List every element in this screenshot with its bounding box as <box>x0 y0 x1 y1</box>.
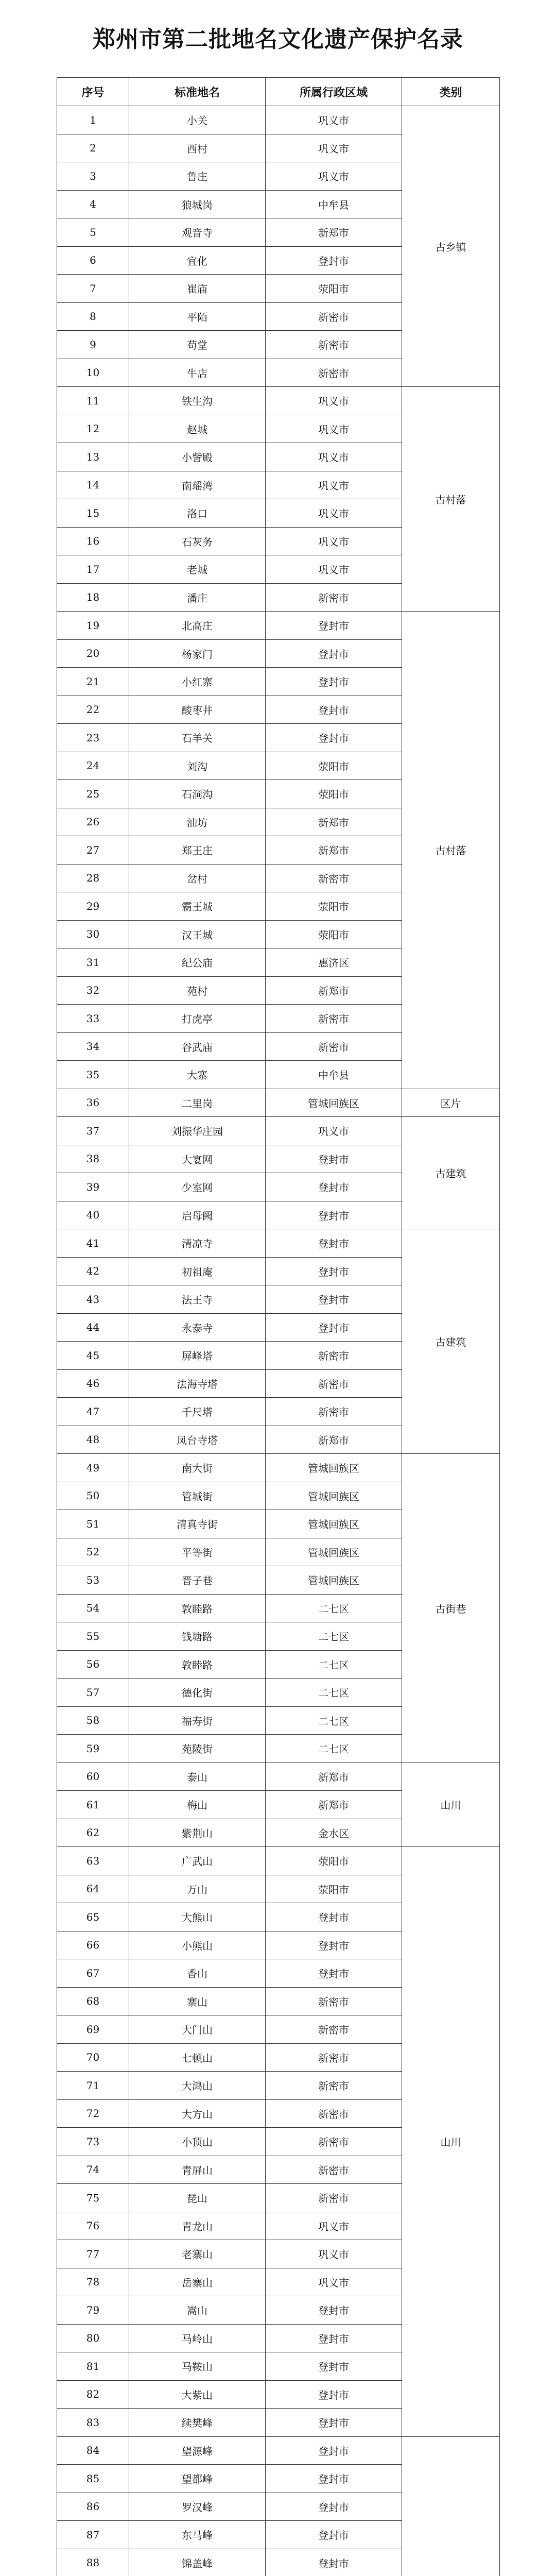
row-number: 71 <box>57 2072 129 2100</box>
standard-place-name: 香山 <box>129 1959 266 1988</box>
row-number: 20 <box>57 639 129 668</box>
standard-place-name: 谷武庙 <box>129 1032 266 1061</box>
administrative-area: 巩义市 <box>266 499 402 528</box>
standard-place-name: 屏峰塔 <box>129 1342 266 1370</box>
table-row <box>57 1117 500 1145</box>
standard-place-name: 敦睦路 <box>129 1594 266 1622</box>
administrative-area: 新密市 <box>266 2072 402 2100</box>
administrative-area: 新密市 <box>266 2184 402 2212</box>
row-number: 51 <box>57 1510 129 1538</box>
standard-place-name: 启母阙 <box>129 1201 266 1229</box>
administrative-area: 新郑市 <box>266 808 402 836</box>
row-number: 36 <box>57 1089 129 1117</box>
administrative-area: 新密市 <box>266 583 402 612</box>
standard-place-name: 千尺塔 <box>129 1398 266 1426</box>
administrative-area: 中牟县 <box>266 190 402 218</box>
administrative-area: 登封市 <box>266 1931 402 1959</box>
standard-place-name: 苑村 <box>129 976 266 1005</box>
row-number: 66 <box>57 1931 129 1959</box>
standard-place-name: 平等街 <box>129 1538 266 1566</box>
category-cell: 古村落 <box>402 387 500 612</box>
table-header-row <box>57 78 500 106</box>
standard-place-name: 洛口 <box>129 499 266 528</box>
standard-place-name: 大紫山 <box>129 2380 266 2409</box>
row-number: 34 <box>57 1032 129 1061</box>
table-row <box>57 1762 500 1791</box>
row-number: 76 <box>57 2212 129 2240</box>
administrative-area: 惠济区 <box>266 948 402 977</box>
standard-place-name: 鲁庄 <box>129 162 266 191</box>
row-number: 84 <box>57 2436 129 2465</box>
row-number: 15 <box>57 499 129 528</box>
standard-place-name: 老寨山 <box>129 2240 266 2268</box>
row-number: 62 <box>57 1819 129 1847</box>
category-cell: 古街巷 <box>402 1454 500 1763</box>
row-number: 72 <box>57 2099 129 2128</box>
row-number: 44 <box>57 1313 129 1342</box>
table-row <box>57 1089 500 1117</box>
standard-place-name: 小顶山 <box>129 2128 266 2156</box>
standard-place-name: 小红寨 <box>129 668 266 696</box>
row-number: 57 <box>57 1679 129 1707</box>
administrative-area: 新密市 <box>266 1342 402 1370</box>
table-row <box>57 387 500 415</box>
row-number: 12 <box>57 415 129 443</box>
administrative-area: 登封市 <box>266 2324 402 2352</box>
administrative-area: 新密市 <box>266 1005 402 1033</box>
row-number: 68 <box>57 1987 129 2015</box>
row-number: 50 <box>57 1482 129 1510</box>
row-number: 37 <box>57 1117 129 1145</box>
standard-place-name: 刘沟 <box>129 752 266 780</box>
standard-place-name: 北高庄 <box>129 612 266 640</box>
standard-place-name: 铁生沟 <box>129 387 266 415</box>
header-area: 所属行政区域 <box>266 78 402 106</box>
administrative-area: 巩义市 <box>266 2268 402 2296</box>
standard-place-name: 刘振华庄园 <box>129 1117 266 1145</box>
standard-place-name: 纪公庙 <box>129 948 266 977</box>
administrative-area: 二七区 <box>266 1594 402 1622</box>
standard-place-name: 小关 <box>129 106 266 134</box>
row-number: 69 <box>57 2015 129 2044</box>
administrative-area: 二七区 <box>266 1735 402 1763</box>
standard-place-name: 打虎亭 <box>129 1005 266 1033</box>
standard-place-name: 大门山 <box>129 2015 266 2044</box>
row-number: 46 <box>57 1369 129 1398</box>
standard-place-name: 苑陵街 <box>129 1735 266 1763</box>
standard-place-name: 清真寺街 <box>129 1510 266 1538</box>
standard-place-name: 法王寺 <box>129 1285 266 1314</box>
row-number: 63 <box>57 1847 129 1875</box>
row-number: 78 <box>57 2268 129 2296</box>
administrative-area: 二七区 <box>266 1650 402 1679</box>
administrative-area: 荥阳市 <box>266 920 402 948</box>
row-number: 67 <box>57 1959 129 1988</box>
administrative-area: 管城回族区 <box>266 1089 402 1117</box>
administrative-area: 登封市 <box>266 1229 402 1258</box>
administrative-area: 新郑市 <box>266 836 402 865</box>
administrative-area: 新郑市 <box>266 1791 402 1819</box>
row-number: 40 <box>57 1201 129 1229</box>
row-number: 13 <box>57 443 129 471</box>
administrative-area: 登封市 <box>266 639 402 668</box>
administrative-area: 管城回族区 <box>266 1566 402 1595</box>
row-number: 74 <box>57 2156 129 2184</box>
standard-place-name: 泰山 <box>129 1762 266 1791</box>
administrative-area: 登封市 <box>266 1313 402 1342</box>
row-number: 1 <box>57 106 129 134</box>
standard-place-name: 马鞍山 <box>129 2352 266 2381</box>
row-number: 10 <box>57 359 129 387</box>
standard-place-name: 狼城岗 <box>129 190 266 218</box>
administrative-area: 新郑市 <box>266 218 402 247</box>
row-number: 79 <box>57 2296 129 2325</box>
row-number: 6 <box>57 246 129 275</box>
row-number: 56 <box>57 1650 129 1679</box>
standard-place-name: 紫荆山 <box>129 1819 266 1847</box>
standard-place-name: 广武山 <box>129 1847 266 1875</box>
standard-place-name: 赵城 <box>129 415 266 443</box>
standard-place-name: 马岭山 <box>129 2324 266 2352</box>
standard-place-name: 石洞沟 <box>129 780 266 808</box>
category-cell: 古建筑 <box>402 1229 500 1454</box>
standard-place-name: 西村 <box>129 134 266 162</box>
administrative-area: 登封市 <box>266 612 402 640</box>
row-number: 60 <box>57 1762 129 1791</box>
administrative-area: 管城回族区 <box>266 1510 402 1538</box>
standard-place-name: 晋子巷 <box>129 1566 266 1595</box>
standard-place-name: 法海寺塔 <box>129 1369 266 1398</box>
administrative-area: 管城回族区 <box>266 1482 402 1510</box>
header-name: 标准地名 <box>129 78 266 106</box>
administrative-area: 新密市 <box>266 1987 402 2015</box>
administrative-area: 新密市 <box>266 1032 402 1061</box>
standard-place-name: 平陌 <box>129 302 266 331</box>
row-number: 28 <box>57 864 129 892</box>
row-number: 5 <box>57 218 129 247</box>
administrative-area: 荥阳市 <box>266 780 402 808</box>
category-cell: 山川 <box>402 1762 500 1847</box>
standard-place-name: 苟堂 <box>129 331 266 359</box>
administrative-area: 新密市 <box>266 2128 402 2156</box>
administrative-area: 登封市 <box>266 1145 402 1173</box>
category-cell: 古村落 <box>402 612 500 1089</box>
table-body <box>57 106 500 2576</box>
administrative-area: 登封市 <box>266 1903 402 1931</box>
standard-place-name: 嵩山 <box>129 2296 266 2325</box>
administrative-area: 新郑市 <box>266 976 402 1005</box>
administrative-area: 荥阳市 <box>266 1875 402 1903</box>
administrative-area: 新密市 <box>266 302 402 331</box>
row-number: 42 <box>57 1257 129 1285</box>
standard-place-name: 敦睦路 <box>129 1650 266 1679</box>
administrative-area: 登封市 <box>266 2380 402 2409</box>
standard-place-name: 汉王城 <box>129 920 266 948</box>
standard-place-name: 青屏山 <box>129 2156 266 2184</box>
administrative-area: 登封市 <box>266 1257 402 1285</box>
administrative-area: 巩义市 <box>266 415 402 443</box>
row-number: 22 <box>57 696 129 724</box>
administrative-area: 巩义市 <box>266 2240 402 2268</box>
standard-place-name: 牛店 <box>129 359 266 387</box>
category-cell <box>402 2436 500 2576</box>
standard-place-name: 小訾殿 <box>129 443 266 471</box>
standard-place-name: 凤台寺塔 <box>129 1426 266 1454</box>
administrative-area: 巩义市 <box>266 2212 402 2240</box>
standard-place-name: 大寨 <box>129 1061 266 1089</box>
administrative-area: 登封市 <box>266 696 402 724</box>
row-number: 82 <box>57 2380 129 2409</box>
row-number: 17 <box>57 555 129 584</box>
administrative-area: 中牟县 <box>266 1061 402 1089</box>
row-number: 83 <box>57 2409 129 2437</box>
administrative-area: 金水区 <box>266 1819 402 1847</box>
row-number: 88 <box>57 2549 129 2576</box>
administrative-area: 巩义市 <box>266 527 402 555</box>
administrative-area: 新密市 <box>266 331 402 359</box>
table-row <box>57 612 500 640</box>
administrative-area: 登封市 <box>266 2465 402 2493</box>
row-number: 65 <box>57 1903 129 1931</box>
row-number: 25 <box>57 780 129 808</box>
standard-place-name: 青龙山 <box>129 2212 266 2240</box>
row-number: 52 <box>57 1538 129 1566</box>
row-number: 23 <box>57 724 129 752</box>
heritage-list-table <box>57 77 500 2576</box>
standard-place-name: 大熊山 <box>129 1903 266 1931</box>
administrative-area: 登封市 <box>266 1285 402 1314</box>
row-number: 70 <box>57 2043 129 2072</box>
row-number: 29 <box>57 892 129 921</box>
administrative-area: 巩义市 <box>266 471 402 499</box>
row-number: 53 <box>57 1566 129 1595</box>
row-number: 80 <box>57 2324 129 2352</box>
administrative-area: 登封市 <box>266 2352 402 2381</box>
row-number: 30 <box>57 920 129 948</box>
standard-place-name: 油坊 <box>129 808 266 836</box>
row-number: 49 <box>57 1454 129 1482</box>
standard-place-name: 小熊山 <box>129 1931 266 1959</box>
row-number: 58 <box>57 1706 129 1735</box>
row-number: 39 <box>57 1173 129 1201</box>
administrative-area: 管城回族区 <box>266 1538 402 1566</box>
administrative-area: 巩义市 <box>266 555 402 584</box>
administrative-area: 登封市 <box>266 1201 402 1229</box>
row-number: 26 <box>57 808 129 836</box>
header-category: 类别 <box>402 78 500 106</box>
standard-place-name: 少室网 <box>129 1173 266 1201</box>
administrative-area: 新郑市 <box>266 1426 402 1454</box>
row-number: 18 <box>57 583 129 612</box>
category-cell: 山川 <box>402 1847 500 2437</box>
administrative-area: 巩义市 <box>266 162 402 191</box>
administrative-area: 登封市 <box>266 668 402 696</box>
row-number: 32 <box>57 976 129 1005</box>
administrative-area: 荥阳市 <box>266 892 402 921</box>
administrative-area: 荥阳市 <box>266 1847 402 1875</box>
standard-place-name: 酸枣井 <box>129 696 266 724</box>
row-number: 55 <box>57 1622 129 1651</box>
administrative-area: 登封市 <box>266 246 402 275</box>
row-number: 27 <box>57 836 129 865</box>
standard-place-name: 石羊关 <box>129 724 266 752</box>
standard-place-name: 霸王城 <box>129 892 266 921</box>
row-number: 16 <box>57 527 129 555</box>
administrative-area: 登封市 <box>266 2493 402 2521</box>
standard-place-name: 岳寨山 <box>129 2268 266 2296</box>
row-number: 81 <box>57 2352 129 2381</box>
row-number: 75 <box>57 2184 129 2212</box>
standard-place-name: 寨山 <box>129 1987 266 2015</box>
standard-place-name: 续樊峰 <box>129 2409 266 2437</box>
row-number: 24 <box>57 752 129 780</box>
row-number: 19 <box>57 612 129 640</box>
standard-place-name: 梅山 <box>129 1791 266 1819</box>
row-number: 31 <box>57 948 129 977</box>
administrative-area: 巩义市 <box>266 134 402 162</box>
standard-place-name: 望源峰 <box>129 2436 266 2465</box>
administrative-area: 新密市 <box>266 1369 402 1398</box>
standard-place-name: 郑王庄 <box>129 836 266 865</box>
administrative-area: 新密市 <box>266 2099 402 2128</box>
row-number: 86 <box>57 2493 129 2521</box>
administrative-area: 登封市 <box>266 2296 402 2325</box>
administrative-area: 登封市 <box>266 1959 402 1988</box>
administrative-area: 二七区 <box>266 1706 402 1735</box>
standard-place-name: 初祖庵 <box>129 1257 266 1285</box>
row-number: 9 <box>57 331 129 359</box>
standard-place-name: 南瑶湾 <box>129 471 266 499</box>
row-number: 11 <box>57 387 129 415</box>
row-number: 47 <box>57 1398 129 1426</box>
row-number: 87 <box>57 2521 129 2549</box>
standard-place-name: 石灰务 <box>129 527 266 555</box>
administrative-area: 新密市 <box>266 1398 402 1426</box>
row-number: 73 <box>57 2128 129 2156</box>
standard-place-name: 大鸿山 <box>129 2072 266 2100</box>
standard-place-name: 万山 <box>129 1875 266 1903</box>
category-cell: 古乡镇 <box>402 106 500 387</box>
row-number: 64 <box>57 1875 129 1903</box>
administrative-area: 登封市 <box>266 2521 402 2549</box>
administrative-area: 巩义市 <box>266 443 402 471</box>
table-row <box>57 1847 500 1875</box>
administrative-area: 登封市 <box>266 2436 402 2465</box>
standard-place-name: 望都峰 <box>129 2465 266 2493</box>
administrative-area: 荥阳市 <box>266 275 402 303</box>
administrative-area: 登封市 <box>266 1173 402 1201</box>
administrative-area: 二七区 <box>266 1679 402 1707</box>
standard-place-name: 清凉寺 <box>129 1229 266 1258</box>
table-row <box>57 2436 500 2465</box>
row-number: 85 <box>57 2465 129 2493</box>
header-no: 序号 <box>57 78 129 106</box>
administrative-area: 二七区 <box>266 1622 402 1651</box>
standard-place-name: 崔庙 <box>129 275 266 303</box>
table-row <box>57 1229 500 1258</box>
row-number: 54 <box>57 1594 129 1622</box>
administrative-area: 登封市 <box>266 724 402 752</box>
administrative-area: 登封市 <box>266 2549 402 2576</box>
standard-place-name: 南大街 <box>129 1454 266 1482</box>
standard-place-name: 大方山 <box>129 2099 266 2128</box>
row-number: 48 <box>57 1426 129 1454</box>
standard-place-name: 永泰寺 <box>129 1313 266 1342</box>
administrative-area: 巩义市 <box>266 1117 402 1145</box>
row-number: 14 <box>57 471 129 499</box>
row-number: 2 <box>57 134 129 162</box>
row-number: 77 <box>57 2240 129 2268</box>
administrative-area: 新密市 <box>266 359 402 387</box>
row-number: 4 <box>57 190 129 218</box>
administrative-area: 新密市 <box>266 2015 402 2044</box>
standard-place-name: 罗汉峰 <box>129 2493 266 2521</box>
administrative-area: 新密市 <box>266 2043 402 2072</box>
row-number: 21 <box>57 668 129 696</box>
administrative-area: 巩义市 <box>266 106 402 134</box>
category-cell: 古建筑 <box>402 1117 500 1229</box>
standard-place-name: 琵山 <box>129 2184 266 2212</box>
administrative-area: 新郑市 <box>266 1762 402 1791</box>
standard-place-name: 福寿街 <box>129 1706 266 1735</box>
row-number: 45 <box>57 1342 129 1370</box>
table-row <box>57 1454 500 1482</box>
standard-place-name: 老城 <box>129 555 266 584</box>
standard-place-name: 二里岗 <box>129 1089 266 1117</box>
row-number: 61 <box>57 1791 129 1819</box>
row-number: 33 <box>57 1005 129 1033</box>
administrative-area: 荥阳市 <box>266 752 402 780</box>
row-number: 43 <box>57 1285 129 1314</box>
standard-place-name: 钱塘路 <box>129 1622 266 1651</box>
administrative-area: 巩义市 <box>266 387 402 415</box>
standard-place-name: 管城街 <box>129 1482 266 1510</box>
administrative-area: 新密市 <box>266 2156 402 2184</box>
standard-place-name: 潘庄 <box>129 583 266 612</box>
row-number: 3 <box>57 162 129 191</box>
row-number: 41 <box>57 1229 129 1258</box>
standard-place-name: 观音寺 <box>129 218 266 247</box>
standard-place-name: 东马峰 <box>129 2521 266 2549</box>
standard-place-name: 岔村 <box>129 864 266 892</box>
standard-place-name: 大宴网 <box>129 1145 266 1173</box>
row-number: 8 <box>57 302 129 331</box>
row-number: 35 <box>57 1061 129 1089</box>
standard-place-name: 德化街 <box>129 1679 266 1707</box>
administrative-area: 管城回族区 <box>266 1454 402 1482</box>
row-number: 38 <box>57 1145 129 1173</box>
standard-place-name: 锦盖峰 <box>129 2549 266 2576</box>
administrative-area: 新密市 <box>266 864 402 892</box>
category-cell: 区片 <box>402 1089 500 1117</box>
administrative-area: 登封市 <box>266 2409 402 2437</box>
table-row <box>57 106 500 134</box>
standard-place-name: 杨家门 <box>129 639 266 668</box>
standard-place-name: 七顿山 <box>129 2043 266 2072</box>
row-number: 59 <box>57 1735 129 1763</box>
row-number: 7 <box>57 275 129 303</box>
page-title: 郑州市第二批地名文化遗产保护名录 <box>93 26 463 53</box>
standard-place-name: 宜化 <box>129 246 266 275</box>
